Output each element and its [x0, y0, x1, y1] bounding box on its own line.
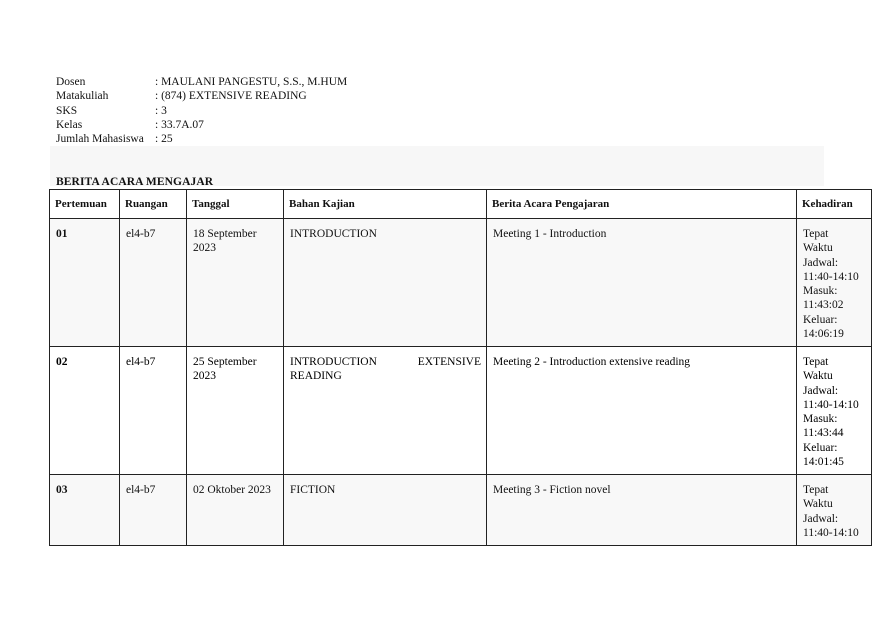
- kehadiran-line: Keluar:: [803, 313, 838, 326]
- kehadiran-line: Jadwal:: [803, 512, 839, 525]
- kehadiran-line: Waktu: [803, 242, 833, 255]
- section-title: BERITA ACARA MENGAJAR: [56, 176, 214, 188]
- info-row-kelas: [56, 118, 347, 132]
- cell-ruangan: el4-b7: [120, 475, 187, 546]
- kehadiran-line: Masuk:: [803, 285, 838, 298]
- cell-kehadiran: [797, 347, 872, 475]
- kehadiran-line: Waktu: [803, 370, 833, 383]
- table-row: [50, 475, 872, 546]
- kehadiran-line: Masuk:: [803, 413, 838, 426]
- kehadiran-line: Tepat: [803, 484, 829, 496]
- kehadiran-line: 11:43:44: [803, 427, 844, 440]
- kehadiran-line: Tepat: [803, 228, 829, 240]
- cell-kehadiran: [797, 219, 872, 347]
- info-value: : (874) EXTENSIVE READING: [155, 90, 307, 103]
- info-label: SKS: [56, 104, 78, 117]
- cell-bahan-kajian: INTRODUCTION EXTENSIVE READING: [284, 347, 487, 475]
- cell-ruangan: el4-b7: [120, 219, 187, 347]
- cell-tanggal: 02 Oktober 2023: [187, 475, 284, 546]
- cell-pertemuan: 02: [50, 347, 120, 475]
- table-row: [50, 219, 872, 347]
- cell-pertemuan: 01: [50, 219, 120, 347]
- header-kehadiran: Kehadiran: [797, 190, 872, 219]
- info-value: : 33.7A.07: [155, 118, 204, 131]
- cell-tanggal: 18 September 2023: [187, 219, 284, 347]
- course-info: [56, 75, 347, 146]
- teaching-report-table: [49, 189, 872, 546]
- kehadiran-line: Keluar:: [803, 441, 838, 454]
- info-label: Dosen: [56, 76, 86, 88]
- header-bahan-kajian: Bahan Kajian: [284, 190, 487, 219]
- info-label: Matakuliah: [56, 90, 109, 103]
- cell-berita-acara: Meeting 2 - Introduction extensive reading: [487, 347, 797, 475]
- kehadiran-line: 11:40-14:10: [803, 398, 859, 411]
- info-label: Jumlah Mahasiswa: [56, 133, 144, 146]
- cell-kehadiran: [797, 475, 872, 546]
- info-row-jumlah-mahasiswa: [56, 132, 347, 146]
- cell-berita-acara: Meeting 1 - Introduction: [487, 219, 797, 347]
- cell-pertemuan: 03: [50, 475, 120, 546]
- header-ruangan: Ruangan: [120, 190, 187, 219]
- kehadiran-line: 14:06:19: [803, 328, 844, 341]
- info-value: : 25: [155, 133, 173, 146]
- table-row: [50, 347, 872, 475]
- kehadiran-line: 11:43:02: [803, 299, 844, 312]
- info-value: : MAULANI PANGESTU, S.S., M.HUM: [155, 76, 348, 88]
- cell-tanggal: 25 September 2023: [187, 347, 284, 475]
- cell-berita-acara: Meeting 3 - Fiction novel: [487, 475, 797, 546]
- kehadiran-line: 11:40-14:10: [803, 526, 859, 539]
- info-row-matakuliah: [56, 89, 347, 103]
- kehadiran-line: Waktu: [803, 498, 833, 511]
- cell-bahan-kajian: FICTION: [284, 475, 487, 546]
- kehadiran-line: 14:01:45: [803, 456, 844, 469]
- cell-ruangan: el4-b7: [120, 347, 187, 475]
- info-value: : 3: [155, 104, 167, 117]
- header-berita-acara: Berita Acara Pengajaran: [487, 190, 797, 219]
- cell-bahan-kajian: INTRODUCTION: [284, 219, 487, 347]
- table-header-row: [50, 190, 872, 219]
- info-label: Kelas: [56, 118, 83, 131]
- kehadiran-line: Jadwal:: [803, 384, 839, 397]
- kehadiran-line: Tepat: [803, 356, 829, 368]
- kehadiran-line: Jadwal:: [803, 256, 839, 269]
- info-row-sks: [56, 104, 347, 118]
- header-pertemuan: Pertemuan: [50, 190, 120, 219]
- header-tanggal: Tanggal: [187, 190, 284, 219]
- kehadiran-line: 11:40-14:10: [803, 270, 859, 283]
- info-row-dosen: [56, 75, 347, 89]
